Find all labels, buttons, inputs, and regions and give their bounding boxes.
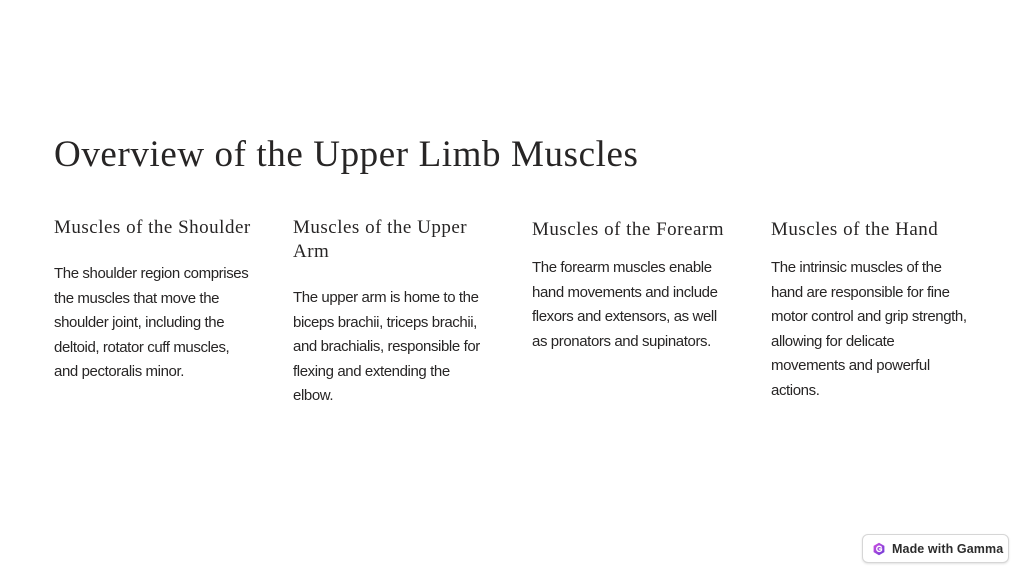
column-heading: Muscles of the Upper Arm xyxy=(293,217,468,262)
column-shoulder xyxy=(54,216,254,385)
column-body: The forearm muscles enable hand movements and include flexors and extensors, as well as pronators and supinators. xyxy=(532,259,718,350)
column-upper-arm xyxy=(293,216,493,409)
badge-label: Made with Gamma xyxy=(892,541,1004,556)
made-with-gamma-badge[interactable] xyxy=(862,534,1009,563)
column-body: The intrinsic muscles of the hand are responsible for fine motor control and grip strength, allowing for delicate movements and powerful actions. xyxy=(771,259,967,399)
column-body: The upper arm is home to the biceps brachii, triceps brachii, and brachialis, responsible for flexing and extending the elbow. xyxy=(293,289,480,405)
column-body: The shoulder region comprises the muscles that move the shoulder joint, including the deltoid, rotator cuff muscles, and pectoralis minor. xyxy=(54,265,249,381)
column-forearm xyxy=(532,218,732,354)
column-heading: Muscles of the Forearm xyxy=(532,219,724,240)
column-heading: Muscles of the Hand xyxy=(771,219,939,240)
column-heading: Muscles of the Shoulder xyxy=(54,217,251,238)
gamma-logo-icon xyxy=(872,542,886,556)
page-title: Overview of the Upper Limb Muscles xyxy=(54,134,639,175)
column-hand xyxy=(771,218,971,404)
